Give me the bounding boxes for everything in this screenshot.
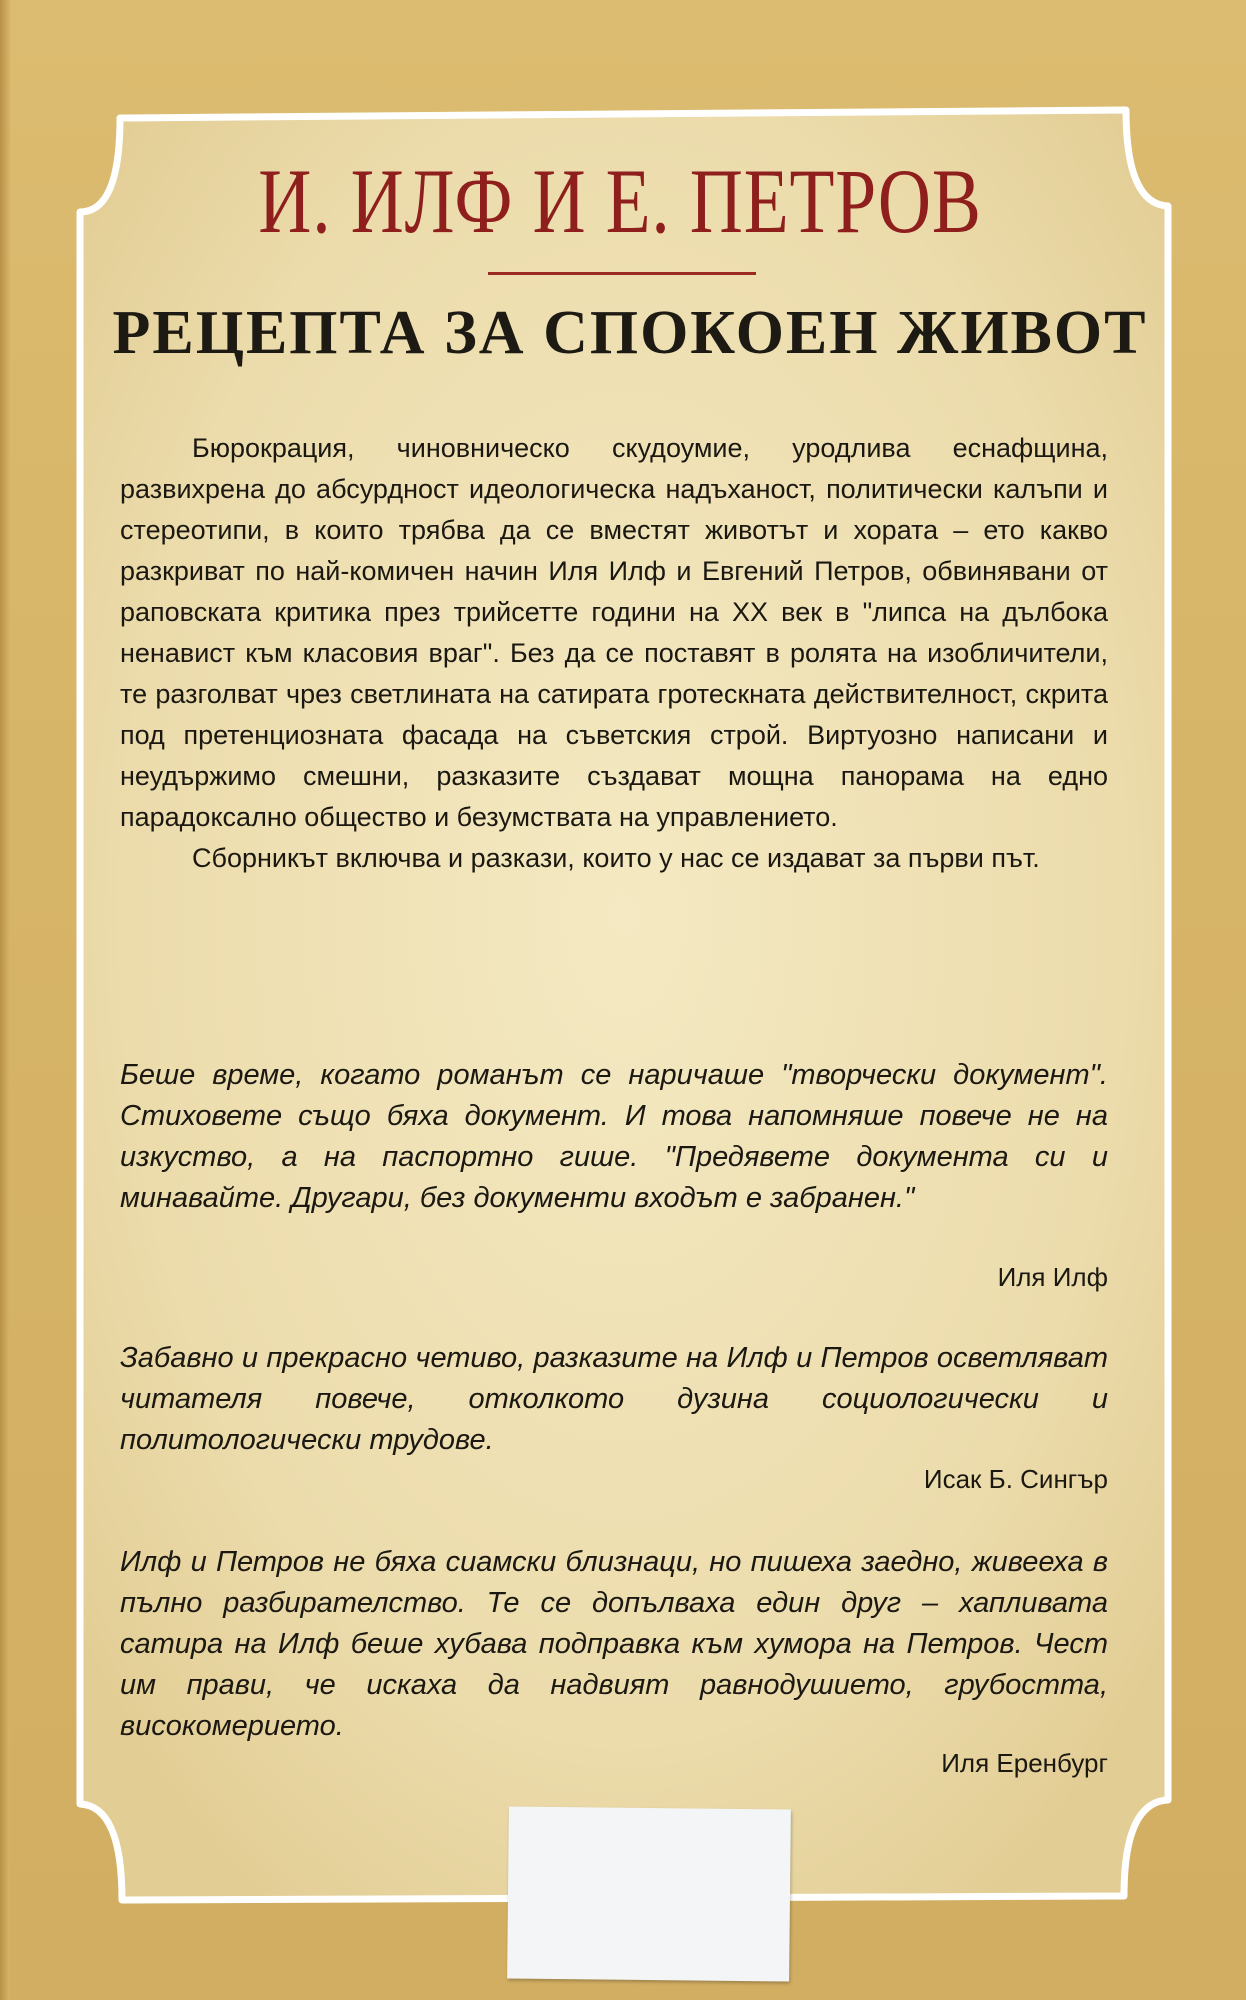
quote-block — [120, 1055, 1108, 1219]
quote-author: Иля Илф — [997, 1262, 1108, 1292]
quote-text: Беше време, когато романът се наричаше "творчески документ". Стиховете също бяха документ. И това напомняше повече не на изкуство, а на паспортно гише. "Предявете документа си и минавайте. Другари, без документи входът е забранен." — [120, 1059, 1108, 1214]
description-paragraph: Бюрокрация, чиновническо скудоумие, уродлива еснафщина, развихрена до абсурдност идеологическа надъханост, политически калъпи и стереотипи, в които трябва да се вместят животът и хората – ето какво разкриват по най-комичен начин Иля Илф и Евгений Петров, обвинявани от раповската критика през трийсетте години на ХХ век в "липса на дълбока ненавист към класовия враг". Без да се поставят в ролята на изобличители, те разголват чрез светлината на сатирата гротескната действителност, скрита под претенциозната фасада на съветския строй. Виртуозно написани и неудържимо смешни, разказите създават мощна панорама на едно парадоксално общество и безумствата на управлението. — [120, 433, 1108, 832]
quote-author: Иля Еренбург — [941, 1748, 1108, 1778]
description-paragraph: Сборникът включва и разкази, които у нас се издават за първи път. — [192, 843, 1040, 873]
price-sticker — [507, 1807, 791, 1982]
quote-author: Исак Б. Сингър — [923, 1464, 1108, 1494]
quote-text: Илф и Петров не бяха сиамски близнаци, но пишеха заедно, живееха в пълно разбирателство. Те се допълваха един друг – хапливата сатира на Илф беше хубава подправка към хумора на Петров. Чест им прави, че искаха да надвият равнодушието, грубостта, високомерието. — [120, 1546, 1108, 1742]
title-divider — [488, 272, 756, 275]
quote-block — [120, 1542, 1108, 1747]
quote-text: Забавно и прекрасно четиво, разказите на Илф и Петров осветляват читателя повече, отколкото дузина социологически и политологически трудове. — [120, 1342, 1108, 1456]
author-names: И. ИЛФ И Е. ПЕТРОВ — [258, 150, 982, 252]
quote-block — [120, 1338, 1108, 1461]
book-title: РЕЦЕПТА ЗА СПОКОЕН ЖИВОТ — [112, 299, 1148, 367]
book-description — [120, 428, 1108, 879]
